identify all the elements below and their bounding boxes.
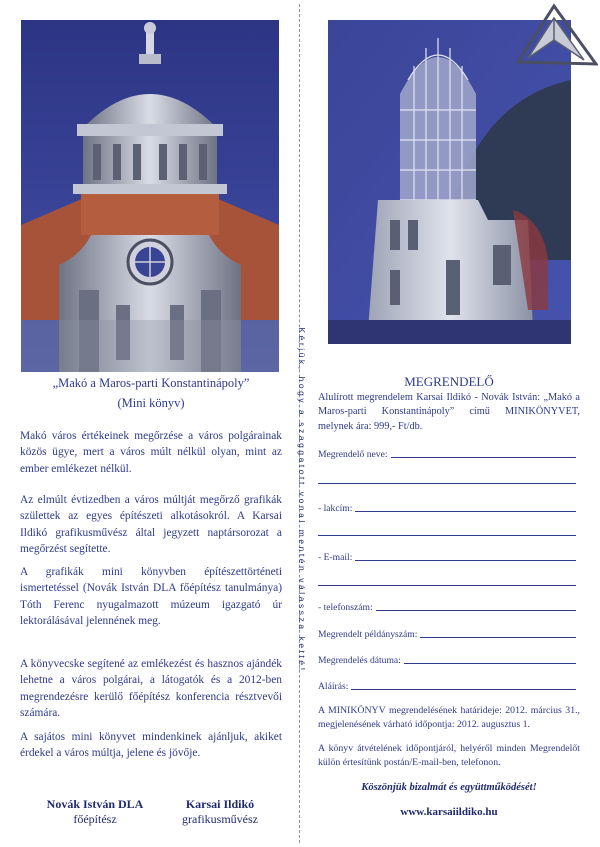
field-phone-line[interactable] <box>376 610 576 611</box>
field-address[interactable] <box>318 500 576 514</box>
field-email-label: - E-mail: <box>318 552 353 563</box>
field-date-line[interactable] <box>404 663 576 664</box>
field-copies-line[interactable] <box>420 637 576 638</box>
field-copies[interactable] <box>318 626 576 640</box>
field-date-label: Megrendelés dátuma: <box>318 655 401 666</box>
signature-role: grafikusművész <box>182 812 258 826</box>
signature-role: főépítész <box>73 812 117 826</box>
field-email[interactable] <box>318 549 576 563</box>
signature-name: Karsai Ildikó <box>185 797 255 811</box>
field-name[interactable] <box>318 446 576 460</box>
field-name-label: Megrendelő neve: <box>318 449 388 460</box>
field-address-line[interactable] <box>355 511 576 512</box>
intro-paragraph-5: A sajátos mini könyvet mindenkinek ajánljuk, akiket érdekel a város múltja, jelene és jövője. <box>20 731 282 760</box>
field-address-label: - lakcím: <box>318 503 353 514</box>
cut-instruction: Kérjük, hogy a szaggatott vonal mentén válassza ketté! <box>297 327 307 673</box>
signature-name: Novák István DLA <box>46 797 144 811</box>
intro-paragraph-3: A grafikák mini könyvben építészettörténeti ismertetéssel (Novák István DLA főépítész tanulmánya) Tóth Ferenc nyugalmazott múzeum igazgató úr lektorálásával jelennének meg. <box>20 566 282 627</box>
field-signature-line[interactable] <box>351 689 576 690</box>
order-form-intro: Alulírott megrendelem Karsai Ildikó - Novák István: „Makó a Maros-parti Konstantinápoly” című MINIKÖNYVET, melynek ára: 999,- Ft/db. <box>318 392 580 432</box>
order-form-title: MEGRENDELŐ <box>404 374 494 389</box>
field-signature[interactable] <box>318 678 576 692</box>
signature-author-2 <box>160 797 280 827</box>
dome-building-artwork <box>21 20 279 372</box>
field-name-extra-line[interactable] <box>318 483 576 484</box>
intro-paragraph-2: Az elmúlt évtizedben a város múltját megőrző grafikák születtek az egyes építészeti alkotásokról. A Karsai Ildikó grafikusművész által jegyzett naptársorozat a megőrzést segítette. <box>20 494 282 555</box>
field-email-line[interactable] <box>355 560 576 561</box>
website-link[interactable]: www.karsaiildiko.hu <box>400 806 498 818</box>
field-phone-label: - telefonszám: <box>318 602 373 613</box>
delivery-notice-text: A könyv átvételének időpontjáról, helyéről minden Megrendelőt külön értesítünk postán/E-mail-ben, telefonon. <box>318 743 580 768</box>
field-copies-label: Megrendelt példányszám: <box>318 629 418 640</box>
book-title-caption: „Makó a Maros-parti Konstantinápoly” <box>52 376 250 390</box>
field-email-extra-line[interactable] <box>318 585 576 586</box>
thank-you-text: Köszönjük bizalmát és együttműködését! <box>361 782 537 793</box>
field-phone[interactable] <box>318 599 576 613</box>
order-deadline-text: A MINIKÖNYV megrendelésének határideje: 2012. március 31., megjelenésének várható időpontja: 2012. augusztus 1. <box>318 705 580 730</box>
field-signature-label: Aláírás: <box>318 681 349 692</box>
book-subtitle-caption: (Mini könyv) <box>117 396 185 410</box>
intro-paragraph-4: A könyvecske segítené az emlékezést és hasznos ajándék lehetne a város polgárai, a látogatók és a 2012-ben megrendezésre kerülő főépítész konferencia résztvevői számára. <box>20 658 282 719</box>
signature-author-1 <box>30 797 160 827</box>
paper-plane-logo-icon <box>498 2 598 70</box>
field-address-extra-line[interactable] <box>318 535 576 536</box>
intro-paragraph-1: Makó város értékeinek megőrzése a város polgárainak közös ügye, mert a város múlt nélkül olyan, mint az ember emlékezet nélkül. <box>20 430 282 475</box>
field-name-line[interactable] <box>391 457 576 458</box>
field-date[interactable] <box>318 652 576 666</box>
